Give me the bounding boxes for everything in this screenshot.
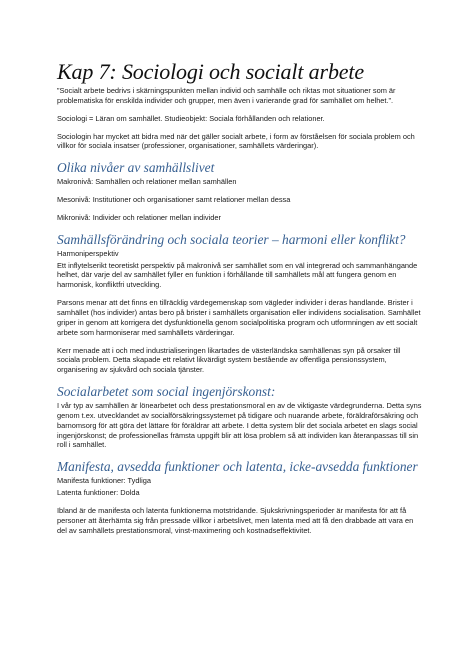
paragraph-engineering: I vår typ av samhällen är lönearbetet och dess prestationsmoral en av de viktigaste värdegrunderna. Detta syns genom t.ex. utvecklandet av socialförsäkringssystemet på tidigare och nuarande arbete, föräldraförsäkring och barnomsorg för att göra det lättare för föräldrar att arbete. I detta system blir det sociala arbetet en slags social ingenjörskonst; de professionellas främsta uppgift blir att lösa problem så att individen kan återanpassas till sin roll i samhället. <box>57 401 422 450</box>
paragraph-contradictory: Ibland är de manifesta och latenta funktionerna motstridande. Sjukskrivningsperioder är manifesta för att få personer att återhämta sig från pressade villkor i arbetslivet, men latenta med att få den drabbade att vara en del av samhällets prestationsmoral, vinst-maximering och kostnadseffektivitet. <box>57 505 414 535</box>
level-micro: Mikronivå: Individer och relationer mellan individer <box>57 212 221 222</box>
section-heading-engineering: Socialarbetet som social ingenjörskonst: <box>57 384 276 400</box>
level-meso: Mesonivå: Institutioner och organisationer samt relationer mellan dessa <box>57 195 291 205</box>
paragraph-latent: Latenta funktioner: Dolda <box>57 488 140 498</box>
paragraph-parsons: Parsons menar att det finns en tillräcklig värdegemenskap som vägleder individer i deras handlande. Brister i samhället (hos individer) antas bero på brister i samhällets organisation eller individens socialisation. Samhället griper in genom att korrigera det dysfunktionella genom socialpolitiska program och utformningen av ett socialt arbete som harmoniserar med samhällets värderingar. <box>57 298 421 337</box>
subheading-harmony: Harmoniperspektiv <box>57 248 119 258</box>
document-title: Kap 7: Sociologi och socialt arbete <box>57 59 364 84</box>
document-body <box>57 60 423 543</box>
sociology-definition: Sociologi = Läran om samhället. Studieobjekt: Sociala förhållanden och relationer. <box>57 113 325 123</box>
paragraph-harmony: Ett inflytelserikt teoretiskt perspektiv på makronivå ser samhället som en väl integrerad och sammanhängande helhet, där varje del av samhället fyller en funktion i förhållande till samhällets mål att fungera genom en harmonisk, konfliktfri utveckling. <box>57 260 418 290</box>
sociology-purpose: Sociologin har mycket att bidra med när det gäller socialt arbete, i form av förståelsen för sociala problem och villkor för sociala insatser (professioner, organisationer, samhällets värderingar). <box>57 131 415 151</box>
level-macro: Makronivå: Samhällen och relationer mellan samhällen <box>57 177 237 187</box>
section-heading-theories: Samhällsförändring och sociala teorier – harmoni eller konflikt? <box>57 231 406 247</box>
paragraph-kerr: Kerr menade att i och med industrialiseringen likartades de västerländska samhällenas syn på orsaker till sociala problem. Detta skapade ett relativt likvärdigt system bestående av offentliga pensionssystem, organisering av sjukvård och sociala tjänster. <box>57 345 401 375</box>
section-heading-levels: Olika nivåer av samhällslivet <box>57 160 215 176</box>
intro-quote: ”Socialt arbete bedrivs i skärningspunkten mellan individ och samhälle och riktas mot situationer som är problematiska för enskilda individer och grupper, men även i varierande grad för samhället om helhet.”. <box>57 86 396 105</box>
subheading-manifest: Manifesta funktioner: Tydliga <box>57 476 151 486</box>
section-heading-functions: Manifesta, avsedda funktioner och latenta, icke-avsedda funktioner <box>57 459 418 475</box>
